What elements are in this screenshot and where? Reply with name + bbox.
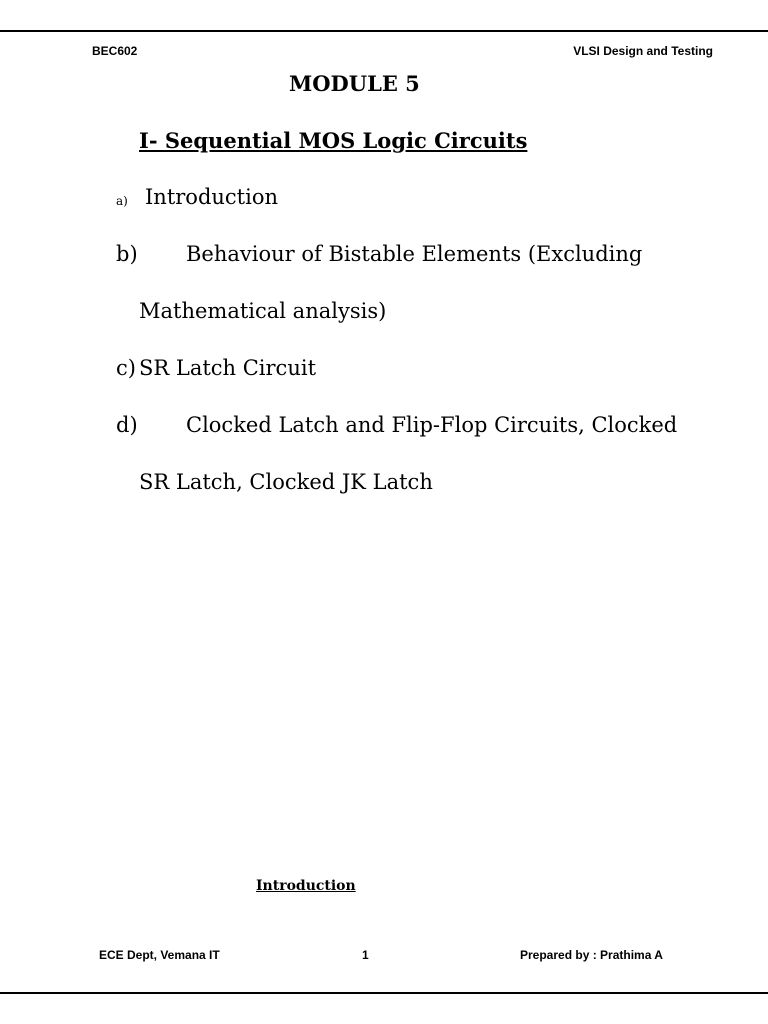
footer-page-number: 1	[362, 948, 369, 962]
topic-c-marker: c)	[116, 356, 136, 380]
footer-prepared-by: Prepared by : Prathima A	[520, 948, 663, 962]
header-rule	[0, 30, 768, 32]
section-title: I- Sequential MOS Logic Circuits	[139, 128, 528, 153]
topic-a-text: Introduction	[145, 185, 278, 209]
topic-c-text: SR Latch Circuit	[139, 356, 317, 380]
course-title: VLSI Design and Testing	[573, 44, 713, 58]
topic-d-marker: d)	[116, 413, 138, 437]
topic-b-marker: b)	[116, 242, 138, 266]
topic-a-marker: a)	[116, 194, 128, 208]
footer-department: ECE Dept, Vemana IT	[99, 948, 220, 962]
footer-rule	[0, 992, 768, 994]
introduction-heading: Introduction	[256, 878, 356, 894]
topic-b-text-line1: Behaviour of Bistable Elements (Excluding	[186, 242, 643, 266]
topic-b-text-line2: Mathematical analysis)	[139, 299, 387, 323]
course-code: BEC602	[92, 44, 138, 58]
module-title: MODULE 5	[289, 71, 420, 96]
topic-d-text-line2: SR Latch, Clocked JK Latch	[139, 470, 433, 494]
topic-d-text-line1: Clocked Latch and Flip-Flop Circuits, Clocked	[186, 413, 678, 437]
